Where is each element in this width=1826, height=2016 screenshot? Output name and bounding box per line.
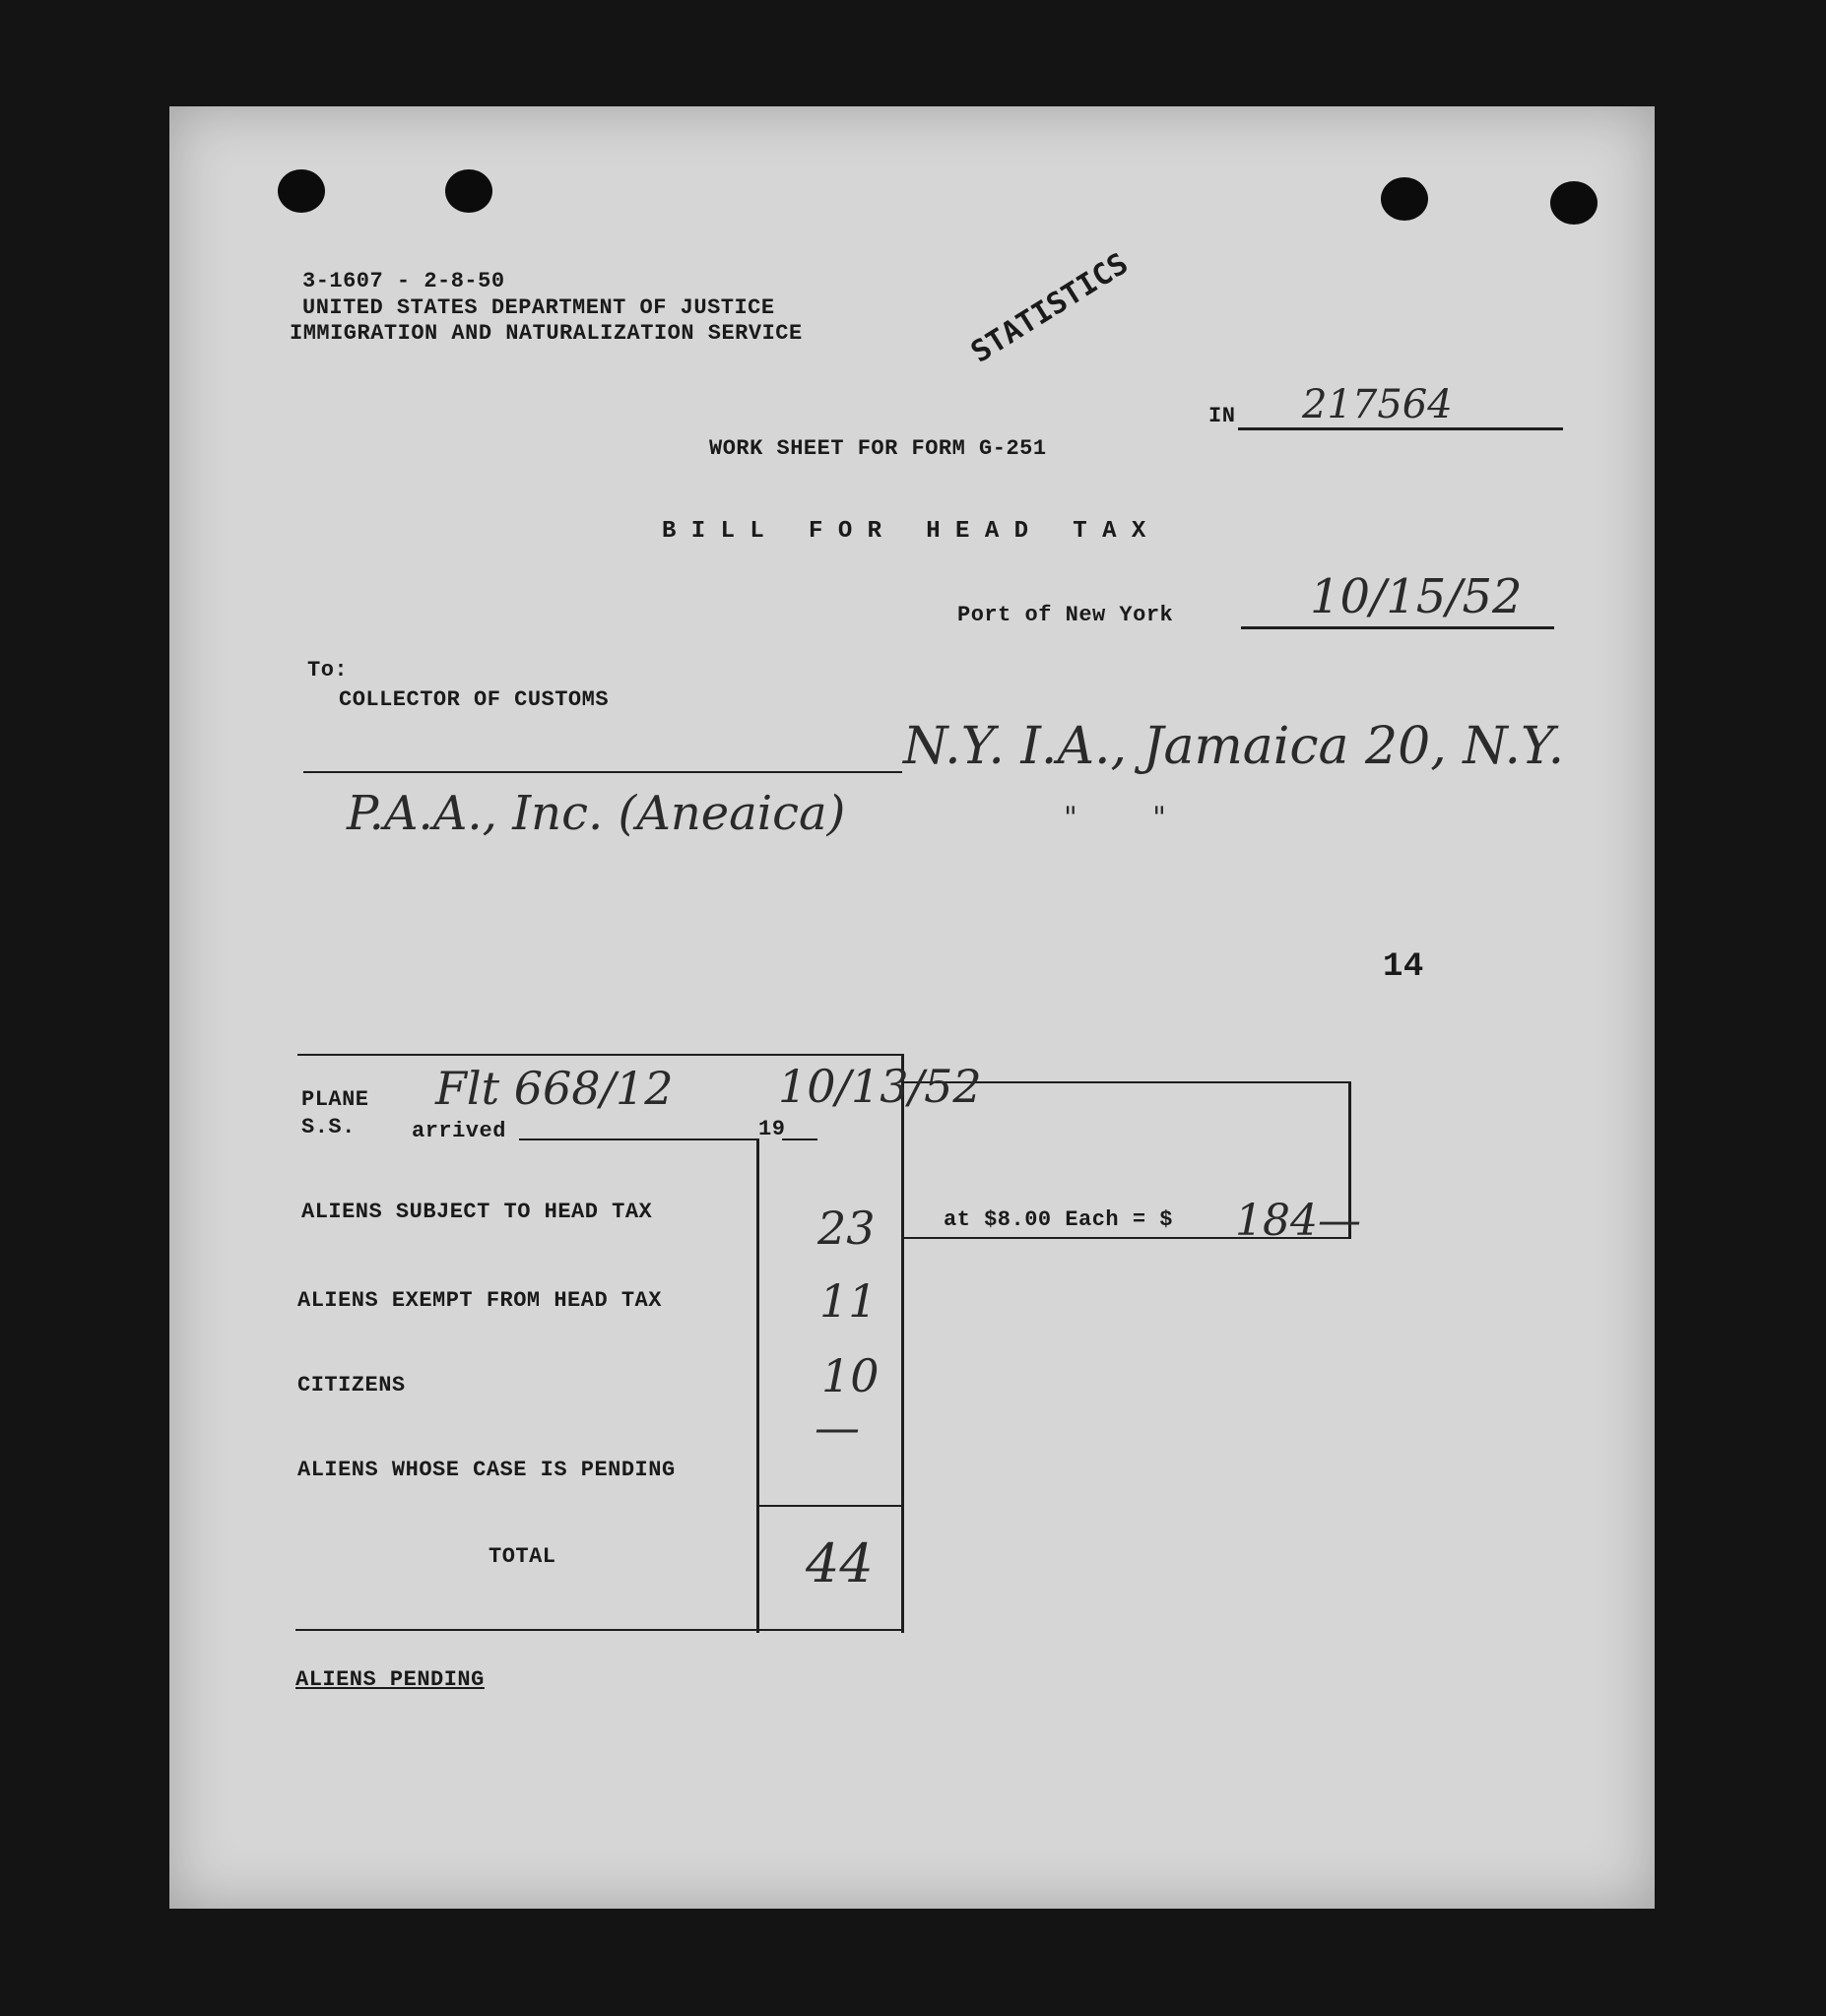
arrival-date: 10/13/52	[778, 1060, 982, 1113]
form-code: 3-1607 - 2-8-50	[302, 269, 505, 293]
year-underline	[782, 1138, 817, 1140]
row-label: ALIENS EXEMPT FROM HEAD TAX	[297, 1288, 662, 1313]
row-label: ALIENS WHOSE CASE IS PENDING	[297, 1458, 676, 1482]
port-label: Port of New York	[957, 603, 1174, 627]
in-number: 217564	[1302, 382, 1453, 427]
table-bottom-line	[295, 1629, 904, 1631]
document-page	[169, 106, 1655, 1909]
punch-hole	[278, 169, 325, 213]
punch-hole	[1550, 181, 1598, 225]
form-title: WORK SHEET FOR FORM G-251	[709, 436, 1047, 461]
punch-hole	[1381, 177, 1428, 221]
arrived-underline	[519, 1138, 757, 1140]
table-right-border	[901, 1054, 904, 1633]
addressee: COLLECTOR OF CUSTOMS	[339, 687, 610, 712]
aliens-pending-heading: ALIENS PENDING	[295, 1667, 485, 1692]
plane-label: PLANE	[301, 1087, 369, 1112]
row-value: —	[815, 1400, 860, 1454]
ditto-marks: " "	[1064, 801, 1166, 835]
ss-label: S.S.	[301, 1115, 356, 1139]
port-date-underline	[1241, 626, 1554, 629]
statistics-stamp: STATISTICS	[965, 246, 1135, 370]
handwritten-address: N.Y. I.A., Jamaica 20, N.Y.	[903, 717, 1565, 776]
address-line	[303, 771, 902, 773]
row-label: CITIZENS	[297, 1373, 406, 1398]
row-value: 10	[821, 1349, 880, 1402]
to-label: To:	[307, 658, 349, 683]
arrived-label: arrived	[412, 1119, 506, 1143]
total-separator	[756, 1505, 902, 1507]
punch-hole	[445, 169, 492, 213]
handwritten-carrier: P.A.A., Inc. (Aneaica)	[347, 786, 846, 841]
total-label: TOTAL	[489, 1544, 556, 1569]
page-number: 14	[1383, 948, 1424, 986]
flight-number: Flt 668/12	[435, 1062, 674, 1115]
table-top-line	[297, 1054, 902, 1056]
service-name: IMMIGRATION AND NATURALIZATION SERVICE	[290, 321, 803, 346]
row-label: ALIENS SUBJECT TO HEAD TAX	[301, 1200, 653, 1224]
count-column-border	[756, 1138, 759, 1633]
department-name: UNITED STATES DEPARTMENT OF JUSTICE	[302, 295, 775, 320]
tax-amount: 184—	[1235, 1196, 1361, 1246]
in-underline	[1238, 427, 1563, 430]
row-value: 23	[817, 1202, 876, 1255]
year-prefix: 19	[758, 1117, 786, 1141]
in-label: IN	[1208, 404, 1236, 428]
total-value: 44	[806, 1532, 874, 1594]
rate-text: at $8.00 Each = $	[944, 1207, 1173, 1232]
port-date: 10/15/52	[1310, 569, 1523, 624]
form-subtitle: B I L L F O R H E A D T A X	[662, 518, 1146, 545]
row-value: 11	[819, 1274, 878, 1328]
